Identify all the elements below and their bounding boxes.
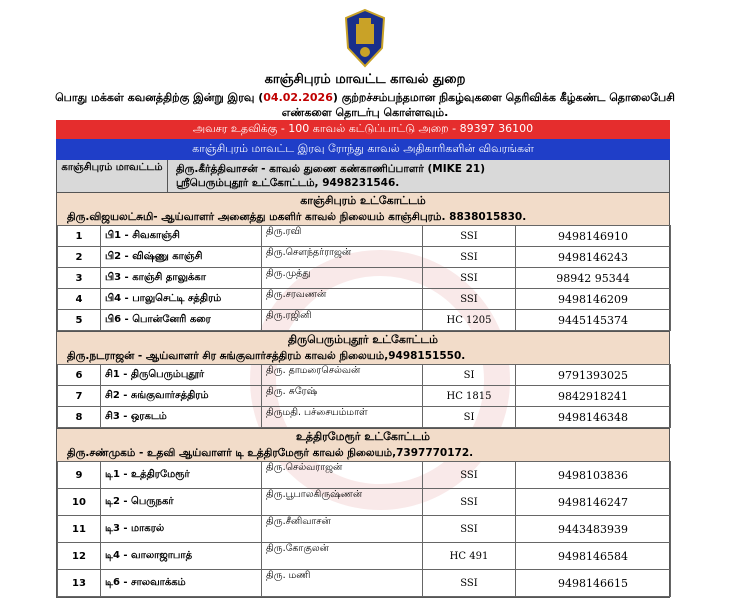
- table-row: [58, 310, 671, 331]
- phone-number[interactable]: 9498146209: [516, 289, 671, 310]
- station-name: சி2 - சுங்குவார்சத்திரம்: [101, 386, 262, 407]
- officer-rank: SSI: [423, 462, 516, 489]
- subdivision-title: திருபெரும்புதூர் உட்கோட்டம்: [57, 332, 669, 348]
- table-row: [58, 365, 671, 386]
- phone-number[interactable]: 9498146243: [516, 247, 671, 268]
- station-table: [57, 364, 671, 428]
- station-name: பி6 - பொன்னேரி கரை: [101, 310, 262, 331]
- table-row: [58, 462, 671, 489]
- serial-number: 4: [58, 289, 101, 310]
- officer-name: திரு.ரஜினி: [262, 310, 423, 331]
- subdivision-section: [56, 429, 670, 598]
- serial-number: 7: [58, 386, 101, 407]
- serial-number: 12: [58, 543, 101, 570]
- phone-number[interactable]: 9443483939: [516, 516, 671, 543]
- table-row: [58, 386, 671, 407]
- officer-rank: SSI: [423, 226, 516, 247]
- district-row: [56, 160, 670, 193]
- serial-number: 9: [58, 462, 101, 489]
- officer-rank: SI: [423, 407, 516, 428]
- serial-number: 10: [58, 489, 101, 516]
- serial-number: 5: [58, 310, 101, 331]
- officer-name: திரு.கோகுலன்: [262, 543, 423, 570]
- district-officer: திரு.கீர்த்திவாசன் - காவல் துணை கண்காணிப்பாளர் (MIKE 21) ஸ்ரீபெரும்புதூர் உட்கோட்டம், 9498231546.: [176, 163, 486, 189]
- phone-number[interactable]: 9498146615: [516, 570, 671, 597]
- emergency-bar: அவசர உதவிக்கு - 100 காவல் கட்டுப்பாட்டு அறை - 89397 36100: [56, 120, 670, 139]
- serial-number: 11: [58, 516, 101, 543]
- officer-rank: SSI: [423, 289, 516, 310]
- table-row: [58, 516, 671, 543]
- officer-name: திரு.பூபாலகிருஷ்ணன்: [262, 489, 423, 516]
- subdivision-section: [56, 193, 670, 332]
- phone-number[interactable]: 9842918241: [516, 386, 671, 407]
- officer-rank: HC 1815: [423, 386, 516, 407]
- table-row: [58, 289, 671, 310]
- phone-number[interactable]: 9498146910: [516, 226, 671, 247]
- phone-number[interactable]: 9445145374: [516, 310, 671, 331]
- officer-name: திரு.சௌந்தர்ராஜன்: [262, 247, 423, 268]
- phone-number[interactable]: 9498146584: [516, 543, 671, 570]
- phone-number[interactable]: 9498146247: [516, 489, 671, 516]
- serial-number: 3: [58, 268, 101, 289]
- subdivision-title: காஞ்சிபுரம் உட்கோட்டம்: [57, 193, 669, 209]
- officer-name: திரு.சரவணன்: [262, 289, 423, 310]
- phone-number[interactable]: 9791393025: [516, 365, 671, 386]
- station-name: பி3 - காஞ்சி தாலுக்கா: [101, 268, 262, 289]
- notice-date: 04.02.2026: [263, 91, 333, 104]
- officer-name: திரு.ரவி: [262, 226, 423, 247]
- tn-police-emblem-icon: [342, 8, 388, 68]
- serial-number: 6: [58, 365, 101, 386]
- subdivision-section: [56, 332, 670, 429]
- officer-rank: SSI: [423, 570, 516, 597]
- phone-number[interactable]: 98942 95344: [516, 268, 671, 289]
- officer-rank: HC 1205: [423, 310, 516, 331]
- serial-number: 8: [58, 407, 101, 428]
- subdivision-inspector: திரு.விஜயலட்சுமி- ஆய்வாளர் அனைத்து மகளிர் காவல் நிலையம் காஞ்சிபுரம். 8838015830.: [57, 209, 669, 225]
- station-name: பி4 - பாலுசெட்டி சத்திரம்: [101, 289, 262, 310]
- station-name: டி2 - பெருநகர்: [101, 489, 262, 516]
- subdivision-inspector: திரு.நடராஜன் - ஆய்வாளர் சிர சுங்குவார்சத்திரம் காவல் நிலையம்,9498151550.: [57, 348, 669, 364]
- subdivision-inspector: திரு.சண்முகம் - உதவி ஆய்வாளர் டி உத்திரமேரூர் காவல் நிலையம்,7397770172.: [57, 445, 669, 461]
- table-row: [58, 489, 671, 516]
- station-name: பி1 - சிவகாஞ்சி: [101, 226, 262, 247]
- station-name: பி2 - விஷ்ணு காஞ்சி: [101, 247, 262, 268]
- station-name: டி1 - உத்திரமேரூர்: [101, 462, 262, 489]
- table-row: [58, 268, 671, 289]
- officer-rank: SSI: [423, 516, 516, 543]
- officer-name: திரு. சுரேஷ்: [262, 386, 423, 407]
- phone-number[interactable]: 9498146348: [516, 407, 671, 428]
- station-name: சி1 - திருபெரும்புதூர்: [101, 365, 262, 386]
- district-label: காஞ்சிபுரம் மாவட்டம்: [57, 160, 168, 192]
- table-row: [58, 407, 671, 428]
- officer-rank: SSI: [423, 268, 516, 289]
- officer-name: திரு. மணி: [262, 570, 423, 597]
- serial-number: 13: [58, 570, 101, 597]
- officer-rank: SI: [423, 365, 516, 386]
- officer-rank: SSI: [423, 247, 516, 268]
- table-row: [58, 226, 671, 247]
- officer-name: திரு.முத்து: [262, 268, 423, 289]
- station-table: [57, 225, 671, 331]
- phone-number[interactable]: 9498103836: [516, 462, 671, 489]
- table-row: [58, 570, 671, 597]
- notice-text: பொது மக்கள் கவனத்திற்கு இன்று இரவு (04.02.2026) குற்றச்சம்பந்தமான நிகழ்வுகளை தெரிவிக்க கீழ்கண்ட தொலைபேசி எண்களை தொடர்பு கொள்ளவும்.: [55, 91, 675, 119]
- officer-name: திரு.சீனிவாசன்: [262, 516, 423, 543]
- station-table: [57, 461, 671, 597]
- station-name: டி6 - சாலவாக்கம்: [101, 570, 262, 597]
- contact-sheet: [56, 120, 670, 598]
- serial-number: 2: [58, 247, 101, 268]
- serial-number: 1: [58, 226, 101, 247]
- officer-rank: SSI: [423, 489, 516, 516]
- subdivision-title: உத்திரமேரூர் உட்கோட்டம்: [57, 429, 669, 445]
- page-title: காஞ்சிபுரம் மாவட்ட காவல் துறை: [264, 72, 466, 87]
- officer-name: திரு. தாமரைசெல்வன்: [262, 365, 423, 386]
- officer-name: திரு.செல்வராஜன்: [262, 462, 423, 489]
- officer-name: திருமதி. பச்சையம்மாள்: [262, 407, 423, 428]
- table-row: [58, 247, 671, 268]
- officer-rank: HC 491: [423, 543, 516, 570]
- station-name: டி3 - மாகரல்: [101, 516, 262, 543]
- station-name: டி4 - வாலாஜாபாத்: [101, 543, 262, 570]
- table-row: [58, 543, 671, 570]
- station-name: சி3 - ஒரகடம்: [101, 407, 262, 428]
- officers-heading: காஞ்சிபுரம் மாவட்ட இரவு ரோந்து காவல் அதிகாரிகளின் விவரங்கள்: [56, 139, 670, 160]
